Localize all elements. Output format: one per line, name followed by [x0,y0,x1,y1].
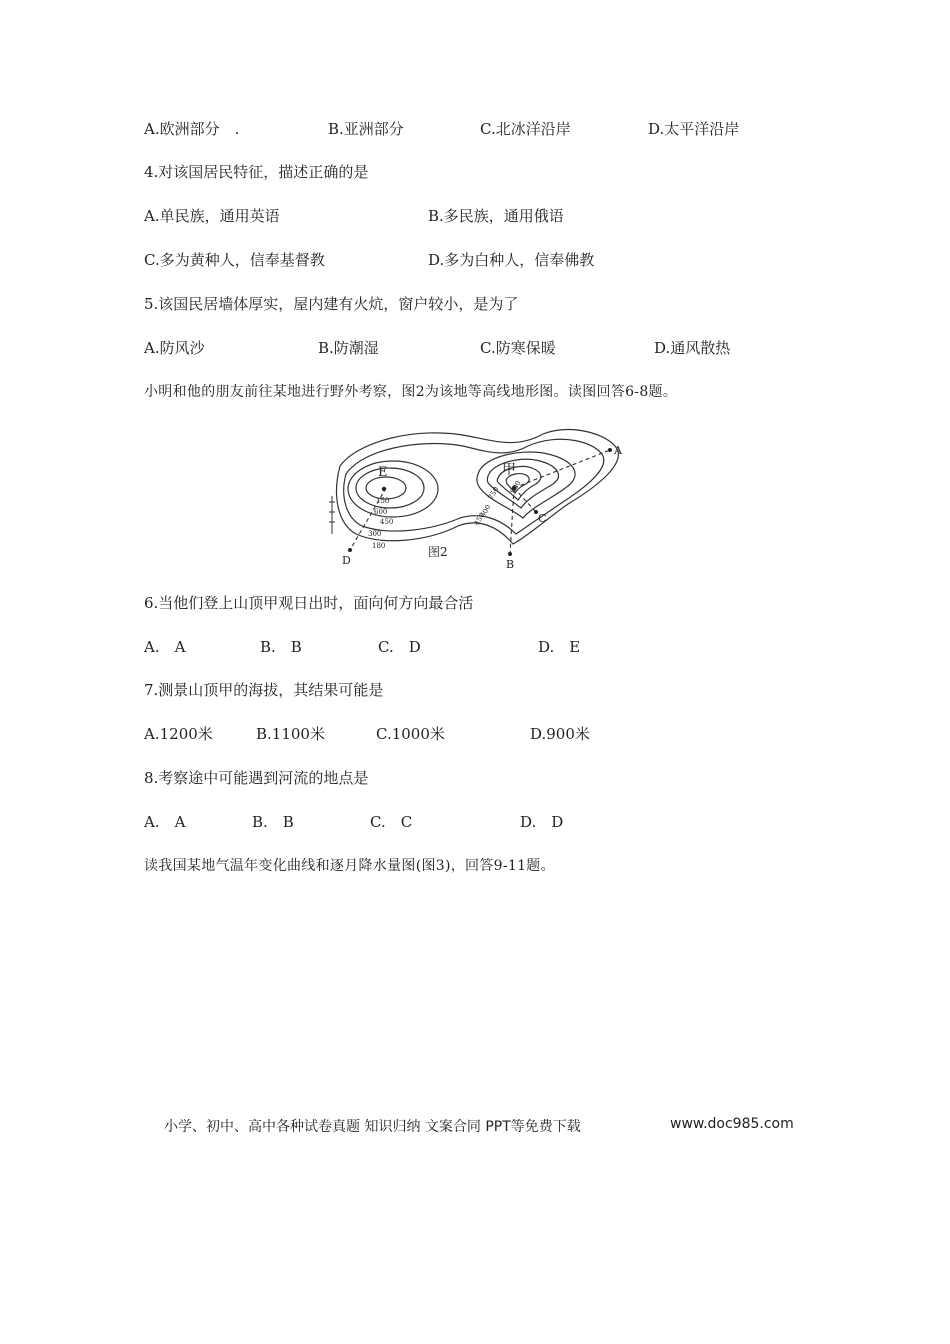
q6-option-d: D. E [538,638,581,656]
peak-e-dot [382,487,386,491]
point-label-d: D [342,554,351,567]
point-label-b: B [506,558,515,571]
q8-option-d: D. D [520,813,564,831]
q4-option-d: D.多为白种人，信奉佛教 [428,251,595,269]
q3-option-d: D.太平洋沿岸 [648,120,740,138]
contour-label-900: 900 [508,479,523,495]
contour-label-450b: 450 [472,511,487,527]
q6-option-a: A. A [144,638,186,656]
q5-stem: 5.该国民居墙体厚实，屋内建有火炕，窗户较小，是为了 [144,295,519,313]
q4-option-b: B.多民族，通用俄语 [428,207,564,225]
point-label-e: E [378,465,388,480]
q6-option-c: C. D [378,638,421,656]
contour-label-180: 180 [372,542,386,550]
q7-stem: 7.测景山顶甲的海拔，其结果可能是 [144,681,384,699]
intro-questions-6-8: 小明和他的朋友前往某地进行野外考察，图2为该地等高线地形图。读图回答6-8题。 [144,384,678,400]
q8-option-a: A. A [144,813,186,831]
contour-label-150: 150 [376,497,390,505]
figure-caption: 图2 [428,545,448,559]
q7-option-a: A.1200米 [144,725,213,743]
q8-stem: 8.考察途中可能遇到河流的地点是 [144,769,369,787]
q8-option-b: B. B [252,813,294,831]
footer-url[interactable]: www.doc985.com [670,1116,794,1132]
contour-label-450: 450 [380,518,394,526]
q4-stem: 4.对该国居民特征，描述正确的是 [144,163,369,181]
dashed-line-jia-a [514,450,610,488]
q3-option-a: A.欧洲部分 . [144,120,240,138]
q7-option-b: B.1100米 [256,725,325,743]
q7-option-c: C.1000米 [376,725,445,743]
q5-option-d: D.通风散热 [654,339,731,357]
q4-option-a: A.单民族，通用英语 [144,207,280,225]
q7-option-d: D.900米 [530,725,590,743]
contour-label-600: 600 [374,508,388,516]
contour-label-300: 300 [368,530,382,538]
point-label-a: A [614,444,622,457]
q8-option-c: C. C [370,813,413,831]
q3-option-b: B.亚洲部分 [328,120,404,138]
q5-option-b: B.防潮湿 [318,339,379,357]
point-label-c: C [538,512,547,525]
contour-map-figure [328,426,628,571]
q3-option-c: C.北冰洋沿岸 [480,120,571,138]
intro-questions-9-11: 读我国某地气温年变化曲线和逐月降水量图(图3)，回答9-11题。 [144,858,555,874]
q6-option-b: B. B [260,638,302,656]
q5-option-a: A.防风沙 [144,339,205,357]
contour-label-750: 750 [486,485,501,501]
footer-text: 小学、初中、高中各种试卷真题 知识归纳 文案合同 PPT等免费下载 [164,1119,581,1135]
point-label-jia: 甲 [502,462,516,478]
contour-label-600b: 600 [478,503,493,519]
q5-option-c: C.防寒保暖 [480,339,556,357]
q4-option-c: C.多为黄种人，信奉基督教 [144,251,325,269]
q6-stem: 6.当他们登上山顶甲观日出时，面向何方向最合活 [144,594,474,612]
